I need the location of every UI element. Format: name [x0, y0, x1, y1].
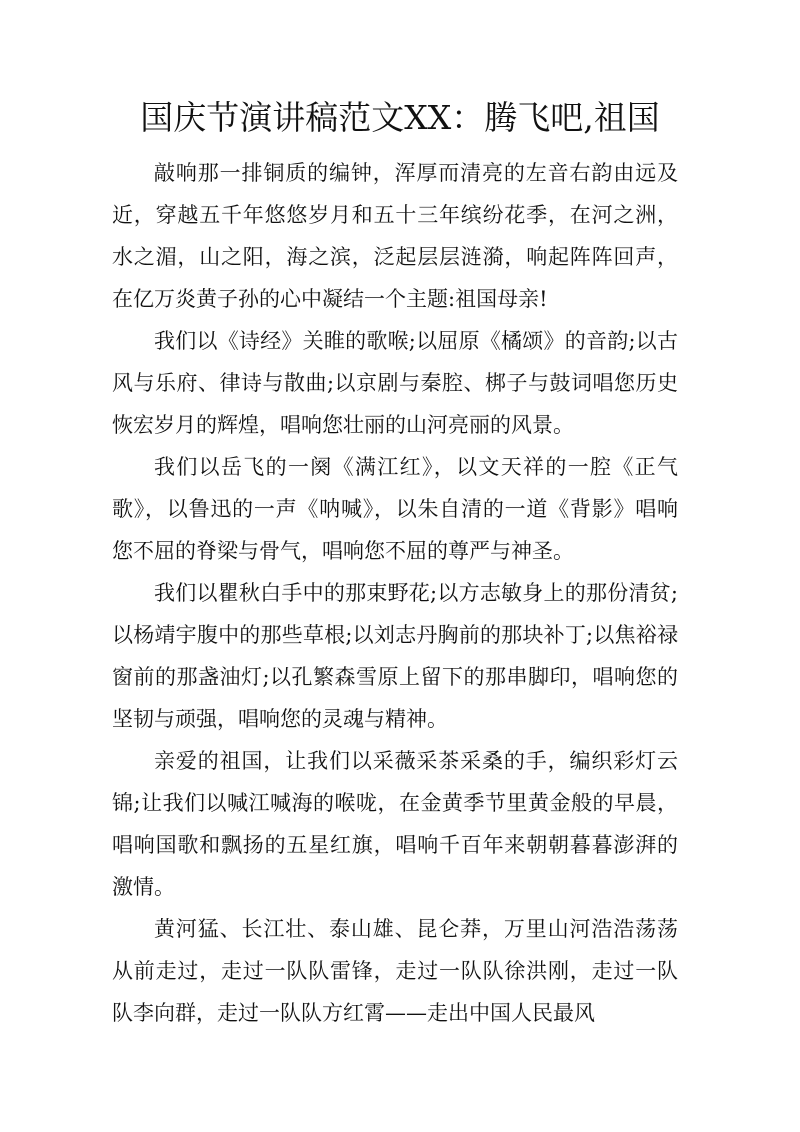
- paragraph-5: 亲爱的祖国，让我们以采薇采茶采桑的手，编织彩灯云锦;让我们以喊江喊海的喉咙，在金黄季节里黄金般的早晨，唱响国歌和飘扬的五星红旗，唱响千百年来朝朝暮暮澎湃的激情。: [112, 749, 678, 899]
- document-title: 国庆节演讲稿范文XX：腾飞吧,祖国: [140, 98, 660, 137]
- paragraph-3: 我们以岳飞的一阕《满江红》，以文天祥的一腔《正气歌》，以鲁迅的一声《呐喊》，以朱自清的一道《背影》唱响您不屈的脊梁与骨气，唱响您不屈的尊严与神圣。: [112, 455, 678, 563]
- paragraph-6: 黄河猛、长江壮、泰山雄、昆仑莽，万里山河浩浩荡荡从前走过，走过一队队雷锋，走过一队队徐洪刚，走过一队队李向群，走过一队队方红霄——走出中国人民最风: [112, 917, 678, 1025]
- paragraph-2: 我们以《诗经》关睢的歌喉;以屈原《橘颂》的音韵;以古风与乐府、律诗与散曲;以京剧与秦腔、梆子与鼓词唱您历史恢宏岁月的辉煌，唱响您壮丽的山河亮丽的风景。: [112, 329, 678, 437]
- paragraph-1: 敲响那一排铜质的编钟，浑厚而清亮的左音右韵由远及近，穿越五千年悠悠岁月和五十三年缤纷花季，在河之洲，水之湄，山之阳，海之滨，泛起层层涟漪，响起阵阵回声，在亿万炎黄子孙的心中凝结一个主题:祖国母亲!: [112, 161, 678, 311]
- document-body: [112, 152, 678, 1034]
- paragraph-4: 我们以瞿秋白手中的那束野花;以方志敏身上的那份清贫;以杨靖宇腹中的那些草根;以刘志丹胸前的那块补丁;以焦裕禄窗前的那盏油灯;以孔繁森雪原上留下的那串脚印，唱响您的坚韧与顽强，唱响您的灵魂与精神。: [112, 581, 678, 731]
